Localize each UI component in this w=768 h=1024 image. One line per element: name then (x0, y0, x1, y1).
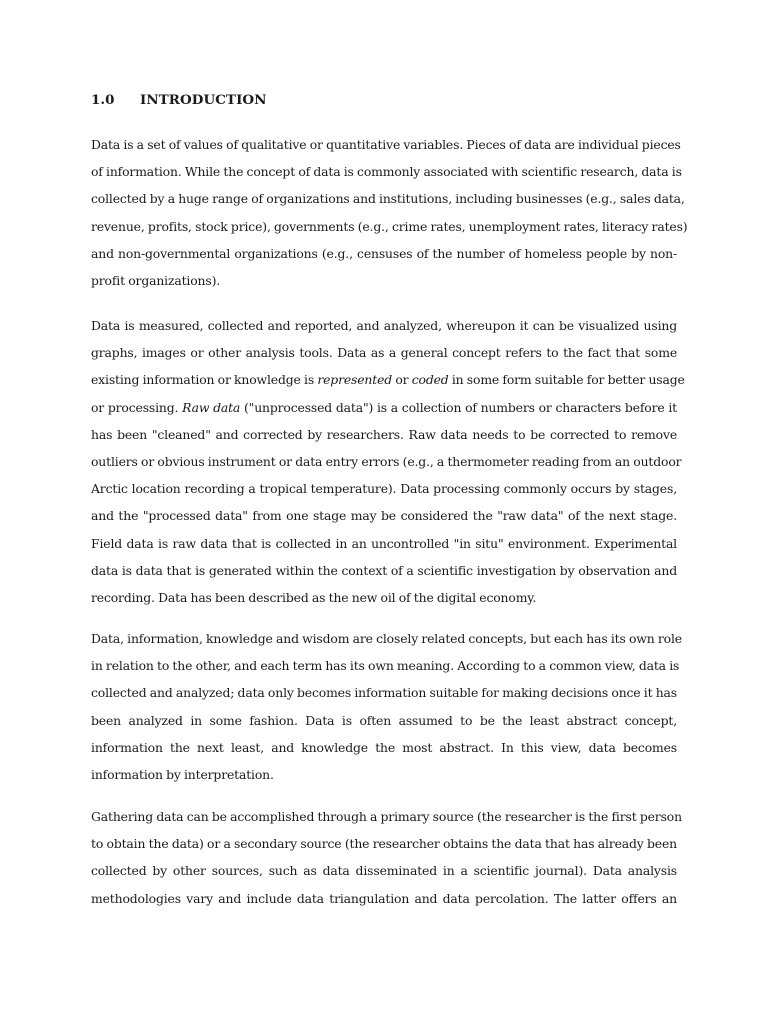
paragraph-line: graphs, images or other analysis tools. Data as a general concept refers to the fact that some (91, 345, 677, 361)
paragraph-line: methodologies vary and include data triangulation and data percolation. The latter offers an (91, 890, 677, 906)
paragraph-line: to obtain the data) or a secondary source (the researcher obtains the data that has already been (91, 836, 677, 852)
paragraph-line: information by interpretation. (91, 766, 274, 782)
paragraph-line: revenue, profits, stock price), governments (e.g., crime rates, unemployment rates, literacy rates) (91, 218, 688, 234)
paragraph-1 (91, 131, 688, 294)
paragraph-3 (91, 625, 682, 788)
paragraph-line: has been "cleaned" and corrected by researchers. Raw data needs to be corrected to remove (91, 426, 677, 442)
paragraph-line: Field data is raw data that is collected in an uncontrolled "in situ" environment. Experimental (91, 535, 677, 551)
paragraph-line: and non-governmental organizations (e.g., censuses of the number of homeless people by non- (91, 245, 677, 261)
paragraph-line: data is data that is generated within the context of a scientific investigation by observation and (91, 562, 677, 578)
paragraph-line (91, 394, 677, 421)
paragraph-line: Gathering data can be accomplished through a primary source (the researcher is the first person (91, 809, 682, 824)
paragraph-line: collected by a huge range of organizations and institutions, including businesses (e.g., sales data, (91, 191, 685, 207)
section-title: INTRODUCTION (140, 92, 267, 108)
paragraph-line: Data, information, knowledge and wisdom are closely related concepts, but each has its own role (91, 631, 682, 646)
paragraph-line: collected and analyzed; data only becomes information suitable for making decisions once it has (91, 685, 677, 701)
paragraph-line: and the "processed data" from one stage may be considered the "raw data" of the next stage. (91, 508, 677, 524)
paragraph-line: of information. While the concept of data is commonly associated with scientific research, data is (91, 164, 682, 180)
section-number: 1.0 (91, 92, 115, 108)
paragraph-line: recording. Data has been described as the new oil of the digital economy. (91, 589, 537, 605)
paragraph-line (91, 366, 685, 393)
paragraph-line: in relation to the other, and each term has its own meaning. According to a common view, data is (91, 658, 680, 674)
line-text: or processing. (91, 399, 183, 415)
paragraph-line: Data is measured, collected and reported, and analyzed, whereupon it can be visualized using (91, 318, 677, 333)
paragraph-line: profit organizations). (91, 272, 221, 288)
section-heading (91, 92, 267, 108)
paragraph-4 (91, 803, 682, 912)
line-text: in some form suitable for better usage (448, 372, 685, 388)
paragraph-line: Data is a set of values of qualitative or quantitative variables. Pieces of data are individual pieces (91, 137, 681, 152)
emphasis-represented: represented (317, 372, 393, 388)
line-text: ("unprocessed data") is a collection of numbers or characters before it (240, 399, 677, 415)
paragraph-line: information the next least, and knowledge the most abstract. In this view, data becomes (91, 739, 677, 755)
paragraph-line: been analyzed in some fashion. Data is often assumed to be the least abstract concept, (91, 712, 677, 728)
emphasis-raw-data: Raw data (182, 399, 241, 415)
paragraph-line: collected by other sources, such as data disseminated in a scientific journal). Data analysis (91, 863, 677, 879)
line-text: or (392, 372, 412, 388)
paragraph-line: Arctic location recording a tropical temperature). Data processing commonly occurs by stages, (91, 481, 677, 497)
paragraph-2 (91, 312, 685, 611)
emphasis-coded: coded (411, 372, 449, 388)
line-text: existing information or knowledge is (91, 372, 318, 388)
paragraph-line: outliers or obvious instrument or data entry errors (e.g., a thermometer reading from an outdoor (91, 453, 682, 469)
